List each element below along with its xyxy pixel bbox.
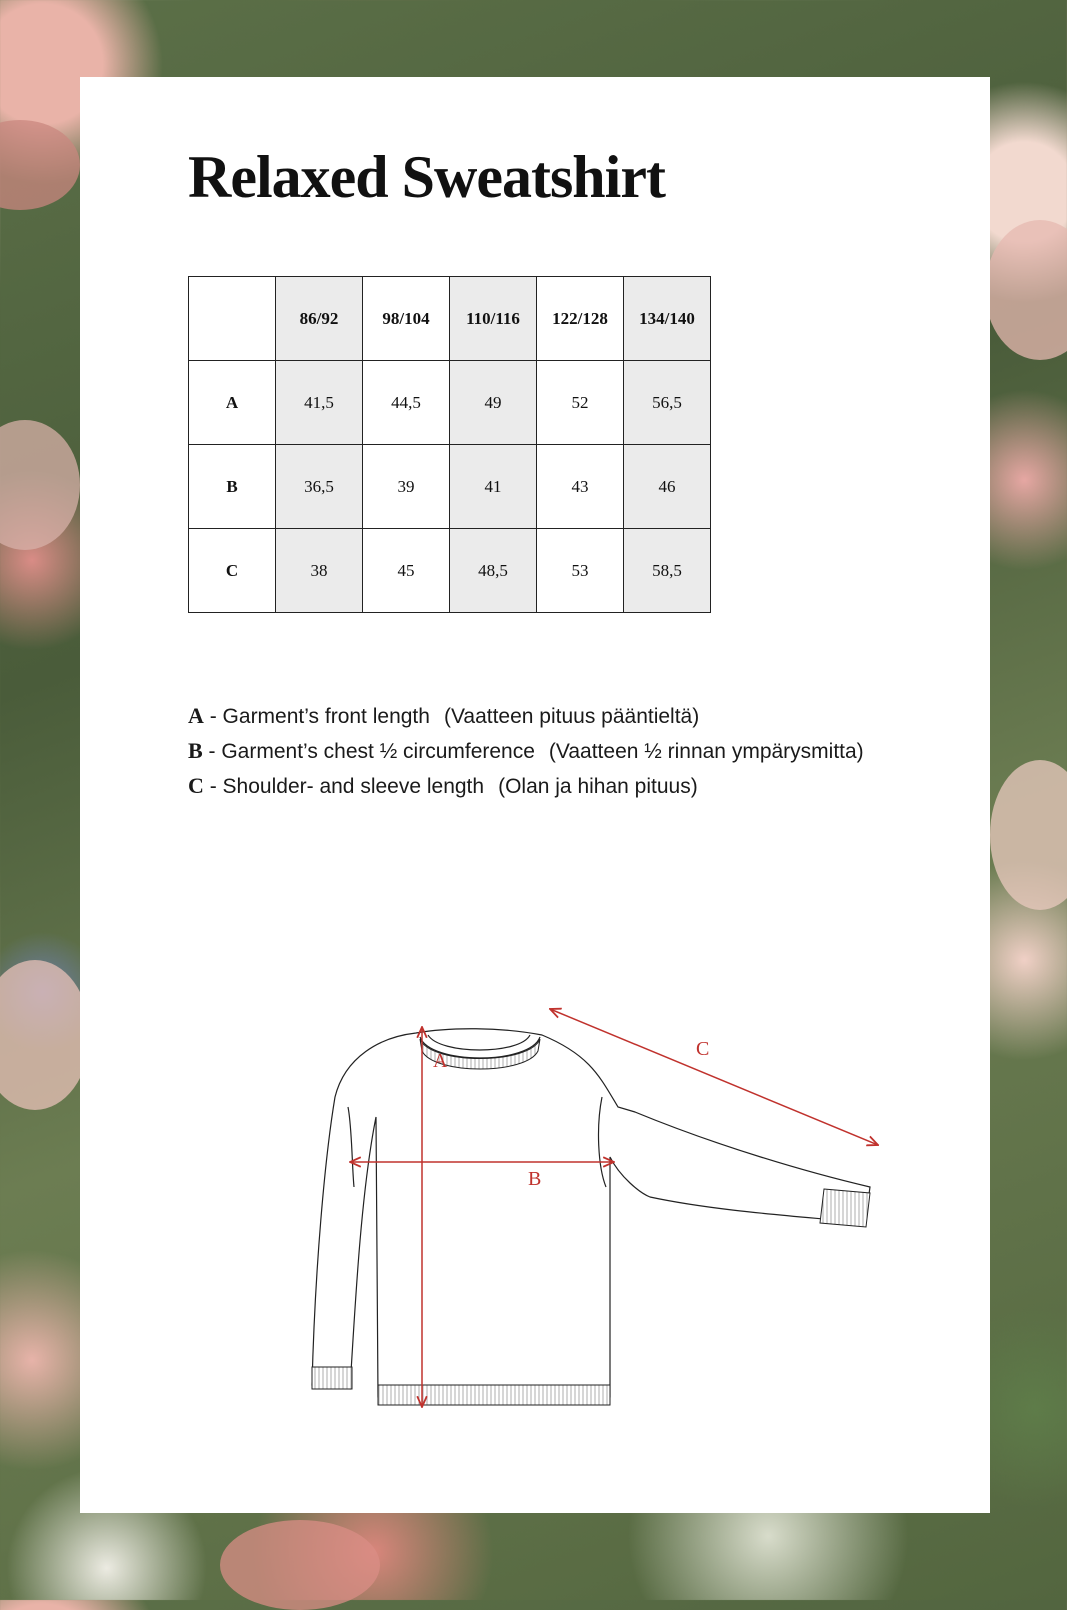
page-title: Relaxed Sweatshirt — [188, 144, 665, 210]
table-cell: 45 — [363, 529, 450, 613]
legend-item — [188, 769, 864, 804]
background-flower — [220, 1520, 380, 1610]
hem-rib — [378, 1385, 610, 1405]
table-row — [189, 529, 711, 613]
table-cell: 49 — [450, 361, 537, 445]
table-cell: 53 — [537, 529, 624, 613]
measure-label-b: B — [528, 1168, 542, 1190]
table-cell: 41,5 — [276, 361, 363, 445]
measure-label-a: A — [433, 1050, 448, 1072]
legend-item — [188, 734, 864, 769]
header-cell: 86/92 — [276, 277, 363, 361]
header-cell: 122/128 — [537, 277, 624, 361]
sweatshirt-diagram — [290, 927, 890, 1447]
table-header-row — [189, 277, 711, 361]
table-cell: 41 — [450, 445, 537, 529]
size-chart-card — [80, 77, 990, 1513]
size-table — [188, 276, 711, 613]
right-cuff-rib — [820, 1189, 870, 1227]
header-cell — [189, 277, 276, 361]
header-cell: 110/116 — [450, 277, 537, 361]
legend-text: - Garment’s chest ½ circumference — [202, 740, 535, 763]
header-cell: 98/104 — [363, 277, 450, 361]
table-cell: 44,5 — [363, 361, 450, 445]
table-cell: 39 — [363, 445, 450, 529]
table-cell: 36,5 — [276, 445, 363, 529]
legend-key: C — [188, 773, 204, 798]
row-label: B — [189, 445, 276, 529]
table-cell: 58,5 — [624, 529, 711, 613]
table-cell: 52 — [537, 361, 624, 445]
table-cell: 38 — [276, 529, 363, 613]
background-flower — [0, 420, 80, 550]
row-label: C — [189, 529, 276, 613]
legend-translation: (Vaatteen ½ rinnan ympärysmitta) — [548, 740, 864, 763]
legend-translation: (Olan ja hihan pituus) — [498, 775, 698, 798]
background-flower — [0, 120, 80, 210]
sweatshirt-outline — [312, 1029, 870, 1402]
table-cell: 43 — [537, 445, 624, 529]
background-flower — [990, 760, 1067, 910]
measurement-legend — [188, 699, 864, 804]
table-cell: 48,5 — [450, 529, 537, 613]
table-row — [189, 445, 711, 529]
left-cuff-rib — [312, 1367, 352, 1389]
table-row — [189, 361, 711, 445]
legend-text: - Garment’s front length — [203, 705, 430, 728]
legend-key: A — [188, 703, 204, 728]
legend-key: B — [188, 738, 203, 763]
legend-item — [188, 699, 864, 734]
legend-translation: (Vaatteen pituus pääntieltä) — [443, 705, 700, 728]
background-flower — [985, 220, 1067, 360]
table-cell: 46 — [624, 445, 711, 529]
row-label: A — [189, 361, 276, 445]
measure-label-c: C — [696, 1038, 710, 1060]
table-cell: 56,5 — [624, 361, 711, 445]
header-cell: 134/140 — [624, 277, 711, 361]
background-flower — [0, 960, 90, 1110]
legend-text: - Shoulder- and sleeve length — [203, 775, 485, 798]
